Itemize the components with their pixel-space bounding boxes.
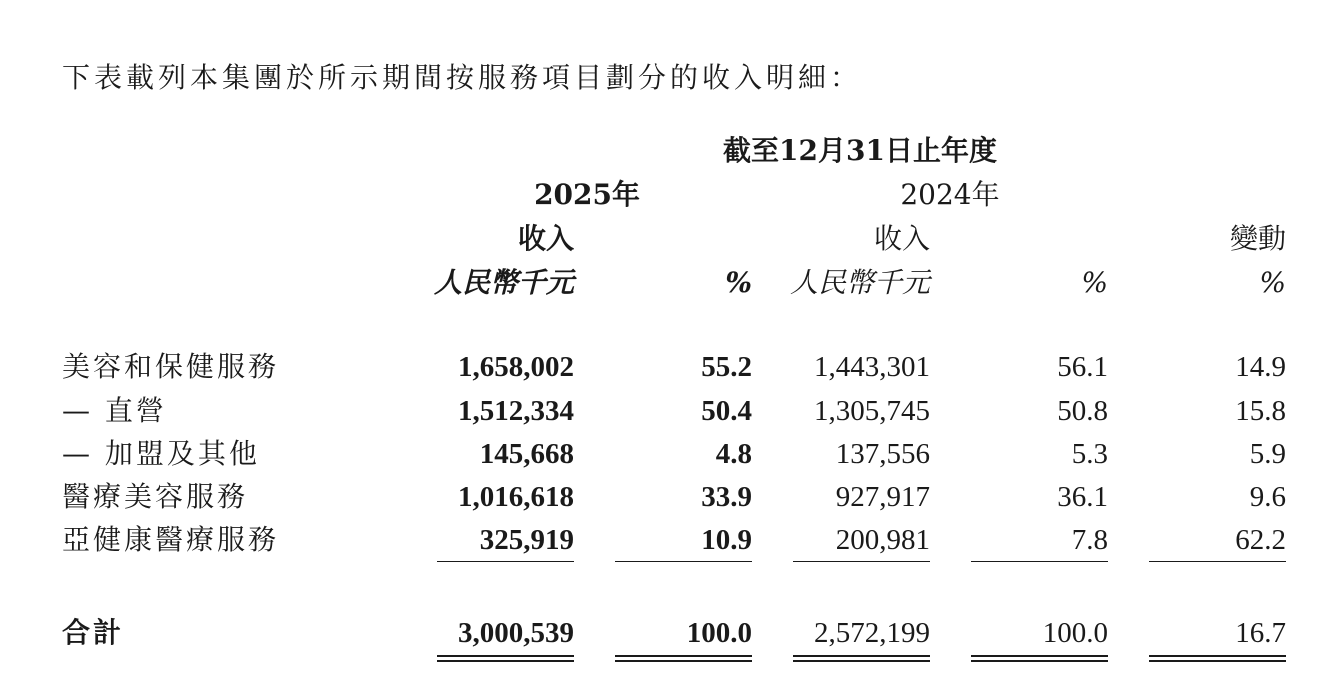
revenue-2025-cell: 1,658,002 — [458, 351, 574, 383]
total-change: 16.7 — [1235, 617, 1286, 649]
unit-2024-header: 人民幣千元 — [789, 266, 930, 299]
pct-2025-cell: 50.4 — [701, 395, 752, 427]
total-double-rule — [793, 655, 930, 662]
revenue-2024-cell: 927,917 — [835, 481, 930, 513]
pct-2024-header: % — [1081, 266, 1108, 299]
total-double-rule — [437, 655, 574, 662]
total-revenue-2025: 3,000,539 — [458, 617, 574, 649]
change-cell: 14.9 — [1235, 351, 1286, 383]
revenue-2025-cell: 145,668 — [479, 438, 574, 470]
revenue-2025-cell: 1,512,334 — [458, 395, 574, 427]
total-double-rule — [1149, 655, 1286, 662]
row-label: 醫療美容服務 — [62, 480, 249, 513]
pct-change-header: % — [1259, 266, 1286, 299]
row-label: — 加盟及其他 — [62, 437, 260, 470]
pct-2024-cell: 56.1 — [1057, 351, 1108, 383]
change-cell: 62.2 — [1235, 524, 1286, 556]
pct-2025-cell: 10.9 — [701, 524, 752, 556]
total-revenue-2024: 2,572,199 — [814, 617, 930, 649]
pct-2025-cell: 33.9 — [701, 481, 752, 513]
year-2024-header: 2024年 — [900, 178, 1000, 211]
subtotal-rule — [1149, 561, 1286, 562]
subtotal-rule — [971, 561, 1108, 562]
total-pct-2025: 100.0 — [686, 617, 752, 649]
row-label: 美容和保健服務 — [62, 350, 280, 383]
pct-2024-cell: 36.1 — [1057, 481, 1108, 513]
subtotal-rule — [437, 561, 574, 562]
change-cell: 5.9 — [1249, 438, 1286, 470]
year-2025-header: 2025年 — [534, 178, 640, 211]
pct-2024-cell: 50.8 — [1057, 395, 1108, 427]
total-double-rule — [971, 655, 1108, 662]
revenue-2024-header: 收入 — [873, 222, 930, 255]
revenue-2025-header: 收入 — [517, 222, 574, 255]
pct-2025-header: % — [725, 266, 752, 299]
pct-2025-cell: 55.2 — [701, 351, 752, 383]
revenue-2024-cell: 1,443,301 — [814, 351, 930, 383]
total-label: 合計 — [62, 616, 125, 649]
intro-text: 下表載列本集團於所示期間按服務項目劃分的收入明細： — [62, 61, 863, 94]
period-header: 截至12月31日止年度 — [723, 134, 997, 167]
total-double-rule — [615, 655, 752, 662]
pct-2024-cell: 7.8 — [1071, 524, 1108, 556]
pct-2024-cell: 5.3 — [1071, 438, 1108, 470]
subtotal-rule — [793, 561, 930, 562]
revenue-2025-cell: 325,919 — [479, 524, 574, 556]
revenue-2024-cell: 200,981 — [835, 524, 930, 556]
pct-2025-cell: 4.8 — [715, 438, 752, 470]
change-header: 變動 — [1229, 222, 1286, 255]
subtotal-rule — [615, 561, 752, 562]
row-label: 亞健康醫療服務 — [62, 523, 280, 556]
row-label: — 直營 — [62, 394, 167, 427]
total-pct-2024: 100.0 — [1042, 617, 1108, 649]
unit-2025-header: 人民幣千元 — [433, 266, 574, 299]
revenue-2025-cell: 1,016,618 — [458, 481, 574, 513]
change-cell: 9.6 — [1249, 481, 1286, 513]
revenue-2024-cell: 137,556 — [835, 438, 930, 470]
revenue-2024-cell: 1,305,745 — [814, 395, 930, 427]
change-cell: 15.8 — [1235, 395, 1286, 427]
